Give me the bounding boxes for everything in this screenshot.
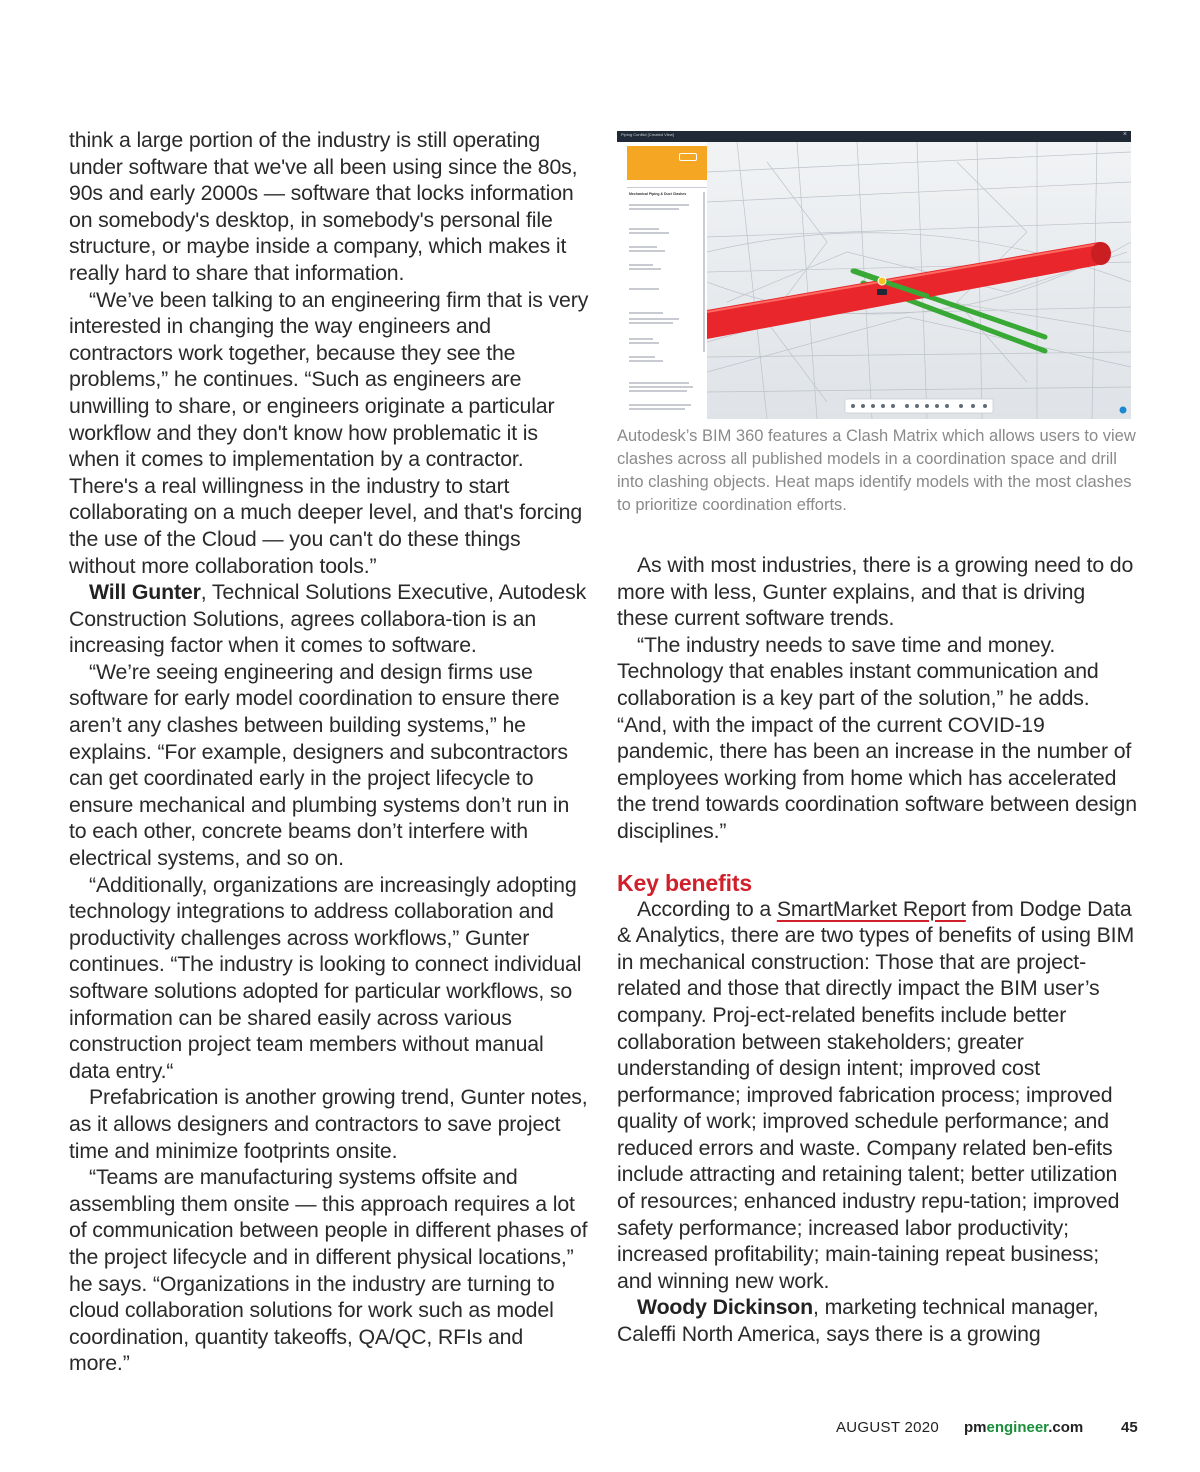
paragraph-text: , marketing technical manager, Caleffi North America, says there is a growing [617, 1295, 1099, 1347]
panel-text-line [629, 390, 687, 392]
person-name: Woody Dickinson [637, 1295, 814, 1320]
window-title: Piping Conflict [Created View] [621, 132, 674, 137]
paragraph: As with most industries, there is a growing need to do more with less, Gunter explains, and that is driving these current software trends. [617, 553, 1134, 631]
section-heading: Key benefits [617, 869, 752, 896]
panel-text-line [629, 386, 693, 388]
panel-button [679, 153, 697, 161]
window-titlebar [617, 131, 1131, 142]
panel-tabs [627, 182, 707, 188]
paragraph: “We’ve been talking to an engineering firm that is very interested in changing the way engineers and contractors work together, because they see the problems,” he continues. “Such as engineers are unwilling to share, or engineers originate a particular workflow and they don't know how problematic it is when it comes to implementation by a contractor. There's a real willingness in the industry to start collaborating on a much deeper level, and that's forcing the use of the Cloud — you can't do these things without more collaboration tools.” [69, 287, 589, 578]
viewer-toolbar [845, 399, 993, 413]
left-column [69, 127, 589, 1377]
issue-panel [617, 142, 708, 419]
clash-marker-icon [878, 277, 886, 285]
panel-text-line [629, 204, 689, 206]
publication-brand [964, 1419, 1083, 1439]
close-icon: × [1122, 131, 1127, 138]
panel-text-line [629, 268, 661, 270]
panel-text-line [629, 360, 663, 362]
panel-text-line [629, 342, 659, 344]
panel-text-line [629, 356, 655, 358]
paragraph [69, 579, 589, 659]
panel-text-line [629, 208, 679, 210]
paragraph: “Teams are manufacturing systems offsite and assembling them onsite — this approach requires a lot of communication between people in different phases of the project lifecycle and in different physical locations,” he says. “Organizations in the industry are turning to cloud collaboration solutions for work such as model coordination, quantity takeoffs, QA/QC, RFIs and more.” [69, 1165, 588, 1376]
paragraph [617, 896, 1137, 1295]
right-column [617, 552, 1137, 1348]
paragraph-text: , Technical Solutions Executive, Autodesk Construction Solutions, agrees collabora-tion is an increasing factor when it comes to software. [69, 580, 587, 658]
paragraph: “We’re seeing engineering and design firms use software for early model coordination to ensure there aren’t any clashes between building systems,” he explains. “For example, designers and subcontractors can get coordinated early in the project lifecycle to ensure mechanical and plumbing systems don’t run in to each other, concrete beams don’t interfere with electrical systems, and so on. [69, 659, 570, 871]
paragraph-text: from Dodge Data & Analytics, there are two types of benefits of using BIM in mechanical construction: Those that are project-related and those that directly impact the BIM user’s company. Proj-ect-related benefits include better collaboration between stakeholders; greater understanding of design intent; improved cost performance; improved fabrication process; improved quality of work; improved schedule performance; and reduced errors and waste. Company related ben-efits include attracting and retaining talent; better utilization of resources; enhanced industry repu-tation; improved safety performance; increased labor productivity; increased profitability; main-taining repeat business; and winning new work. [617, 896, 1135, 1293]
panel-text-line [629, 246, 657, 248]
paragraph-text: According to a [637, 896, 777, 921]
paragraph: Prefabrication is another growing trend, Gunter notes, as it allows designers and contractors to save project time and minimize footprints onsite. [69, 1085, 588, 1163]
panel-text-line [629, 318, 679, 320]
issue-date: AUGUST 2020 [836, 1419, 940, 1436]
panel-text-line [629, 228, 659, 230]
paragraph: “Additionally, organizations are increasingly adopting technology integrations to address collaboration and productivity challenges across workflows,” Gunter continues. “The industry is looking to connect individual software solutions adopted for particular workflows, so information can be shared easily across various construction project team members without manual data entry.“ [69, 872, 582, 1083]
figure-caption: Autodesk’s BIM 360 features a Clash Matrix which allows users to view clashes across all published models in a coordination space and drill into clashing objects. Heat maps identify models with the most clashes to prioritize coordination efforts. [617, 427, 1136, 514]
model-viewport [707, 142, 1131, 419]
bim360-screenshot [617, 131, 1131, 419]
brand-com: .com [1048, 1419, 1084, 1436]
panel-text-line [629, 232, 669, 234]
panel-text-line [629, 382, 689, 384]
paragraph: think a large portion of the industry is still operating under software that we've all been using since the 80s, 90s and early 2000s — software that locks information on somebody's desktop, in somebody's personal file structure, or maybe inside a company, which makes it really hard to share that information. [69, 128, 578, 285]
brand-pm: pm [964, 1419, 987, 1436]
panel-text-line [629, 408, 685, 410]
panel-title: Mechanical Piping & Duct Clashes [629, 192, 687, 196]
help-icon [1120, 407, 1127, 414]
paragraph [617, 1294, 1137, 1347]
panel-text-line [629, 338, 653, 340]
page-number: 45 [1121, 1419, 1138, 1436]
panel-text-line [629, 250, 665, 252]
person-name: Will Gunter [89, 580, 201, 605]
paragraph: “The industry needs to save time and money. Technology that enables instant communication and collaboration is a key part of the solution,” he adds. “And, with the impact of the current COVID-19 pandemic, there has been an increase in the number of employees working from home which has accelerated the trend towards coordination software between design disciplines.” [617, 632, 1137, 843]
panel-scrollbar [703, 192, 705, 352]
panel-text-line [629, 322, 673, 324]
panel-text-line [629, 288, 659, 290]
panel-header [627, 146, 707, 180]
panel-text-line [629, 312, 663, 314]
smartmarket-report-link[interactable]: SmartMarket Report [776, 896, 966, 921]
clash-label [877, 289, 887, 295]
panel-text-line [629, 404, 691, 406]
panel-text-line [629, 264, 653, 266]
brand-engineer: engineer [986, 1419, 1049, 1436]
